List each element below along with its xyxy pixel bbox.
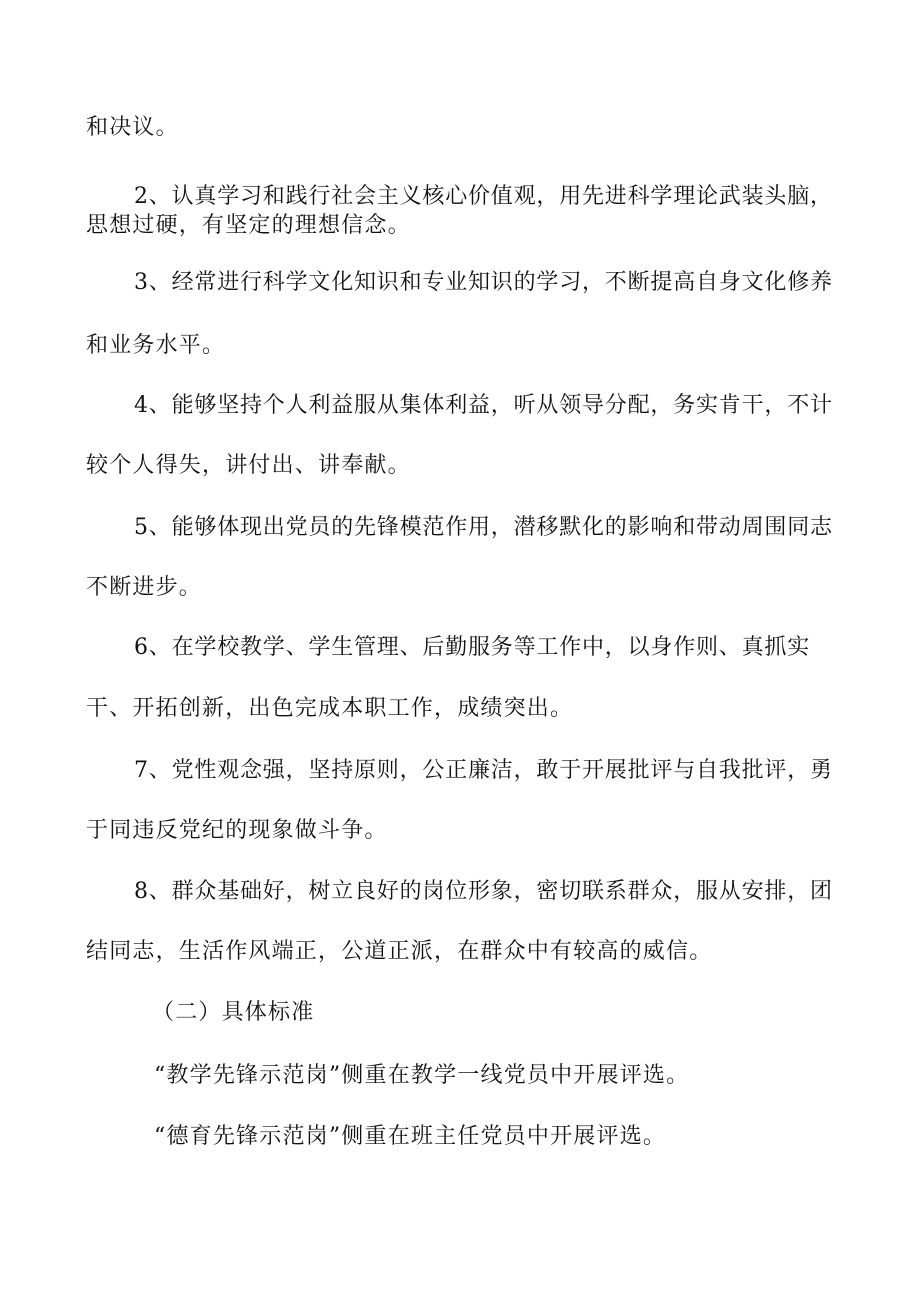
paragraph-5-line-1: 5、能够体现出党员的先锋模范作用，潜移默化的影响和带动周围同志 <box>134 515 833 540</box>
paragraph-4-line-2: 较个人得失，讲付出、讲奉献。 <box>86 453 411 478</box>
section-heading: （二）具体标准 <box>152 1000 315 1025</box>
paragraph-6-line-2: 干、开拓创新，出色完成本职工作，成绩突出。 <box>86 696 574 721</box>
paragraph-2-line-2: 思想过硬，有坚定的理想信念。 <box>86 213 411 238</box>
paragraph-6-line-1: 6、在学校教学、学生管理、后勤服务等工作中，以身作则、真抓实 <box>134 635 810 660</box>
paragraph-2-line-1: 2、认真学习和践行社会主义核心价值观，用先进科学理论武装头脑， <box>134 184 833 209</box>
paragraph-8-line-1: 8、群众基础好，树立良好的岗位形象，密切联系群众，服从安排，团 <box>134 879 833 904</box>
paragraph-5-line-2: 不断进步。 <box>86 575 203 600</box>
paragraph-3-line-2: 和业务水平。 <box>86 333 226 358</box>
paragraph-1-line-1: 和决议。 <box>86 115 179 140</box>
paragraph-3-line-1: 3、经常进行科学文化知识和专业知识的学习，不断提高自身文化修养 <box>134 270 833 295</box>
standard-item: “德育先锋示范岗”侧重在班主任党员中开展评选。 <box>154 1124 667 1149</box>
paragraph-4-line-1: 4、能够坚持个人利益服从集体利益，听从领导分配，务实肯干，不计 <box>134 393 833 418</box>
paragraph-7-line-1: 7、党性观念强，坚持原则，公正廉洁，敢于开展批评与自我批评，勇 <box>134 758 833 783</box>
standard-item: “教学先锋示范岗”侧重在教学一线党员中开展评选。 <box>154 1063 690 1088</box>
paragraph-7-line-2: 于同违反党纪的现象做斗争。 <box>86 818 388 843</box>
paragraph-8-line-2: 结同志，生活作风端正，公道正派，在群众中有较高的威信。 <box>86 939 713 964</box>
